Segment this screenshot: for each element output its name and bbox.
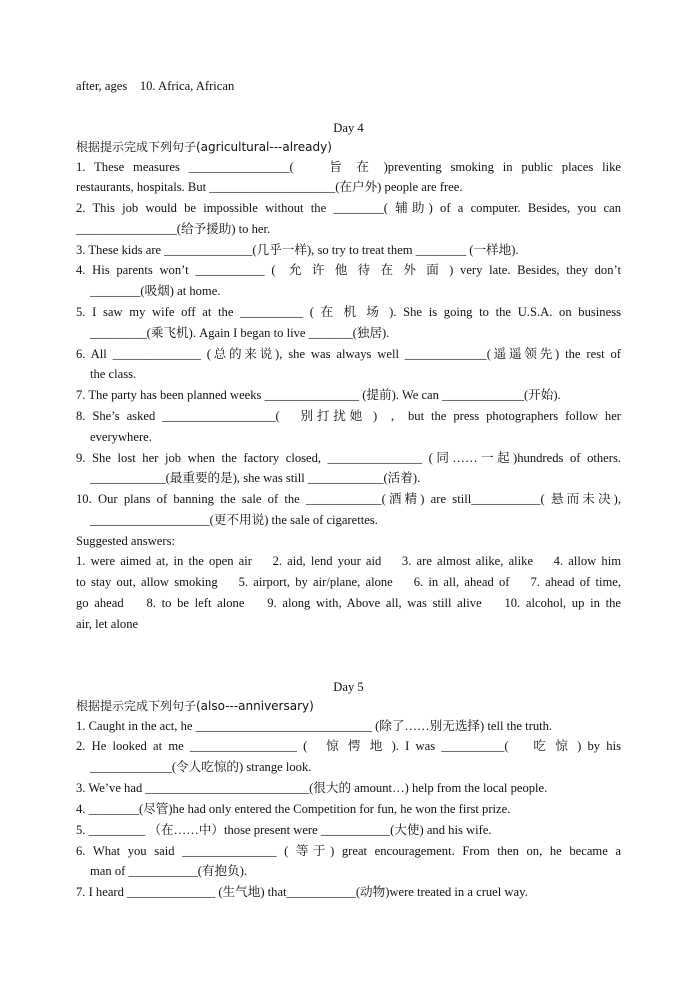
day4-item-3: 3. These kids are ______________(几乎一样), so try to treat them ________ (一样地). (76, 243, 519, 257)
suggested-answers-line-3: go ahead 8. to be left alone 9. along with, Above all, was still alive 10. alcohol, up in the (76, 596, 621, 610)
day4-item-8-line-2: everywhere. (90, 430, 152, 444)
day4-item-2-line-2: ________________(给予援助) to her. (76, 222, 271, 236)
prev-answers-tail: after, ages 10. Africa, African (76, 79, 235, 93)
day4-item-5-line-1: 5. I saw my wife off at the __________ ( 在 机 场 ). She is going to the U.S.A. on business (76, 305, 621, 319)
day4-item-4-line-1: 4. His parents won’t ___________ ( 允 许 他 待 在 外 面 ) very late. Besides, they don’t (76, 263, 621, 277)
day4-item-2-line-1: 2. This job would be impossible without the ________( 辅助) of a computer. Besides, you can (76, 201, 621, 215)
day4-heading: Day 4 (333, 121, 364, 135)
day5-item-6-line-1: 6. What you said _______________ ( 等于) great encouragement. From then on, he became a (76, 844, 621, 858)
suggested-answers-heading: Suggested answers: (76, 534, 175, 548)
day5-item-2-line-2: _____________(令人吃惊的) strange look. (90, 760, 312, 774)
day4-item-10-line-1: 10. Our plans of banning the sale of the ____________(酒精) are still___________( 悬而未决), (76, 492, 621, 506)
day4-item-6-line-2: the class. (90, 367, 137, 381)
day4-item-4-line-2: ________(吸烟) at home. (90, 284, 221, 298)
day4-item-10-line-2: ___________________(更不用说) the sale of cigarettes. (90, 513, 378, 527)
day4-item-9-line-1: 9. She lost her job when the factory closed, _______________ (同……一起)hundreds of others. (76, 451, 621, 465)
day4-instruction: 根据提示完成下列句子(agricultural---already) (76, 140, 332, 154)
day5-item-7: 7. I heard ______________ (生气地) that___________(动物)were treated in a cruel way. (76, 885, 528, 899)
day5-heading: Day 5 (333, 680, 364, 694)
day5-item-4: 4. ________(尽管)he had only entered the Competition for fun, he won the first prize. (76, 802, 511, 816)
day5-item-2-line-1: 2. He looked at me _________________ ( 惊 愕 地 ). I was __________( 吃 惊 ) by his (76, 739, 621, 753)
day5-item-6-line-2: man of ___________(有抱负). (90, 864, 248, 878)
day4-item-8-line-1: 8. She’s asked __________________( 别打扰她 ) , but the press photographers follow her (76, 409, 621, 423)
day4-item-1-line-2: restaurants, hospitals. But ____________________(在户外) people are free. (76, 180, 463, 194)
suggested-answers-line-4: air, let alone (76, 617, 139, 631)
day4-item-6-line-1: 6. All ______________ (总的来说), she was always well _____________(遥遥领先) the rest of (76, 347, 621, 361)
day4-item-1-line-1: 1. These measures ________________( 旨 在 )preventing smoking in public places like (76, 160, 621, 174)
day5-item-3: 3. We’ve had __________________________(很大的 amount…) help from the local people. (76, 781, 548, 795)
day5-item-5: 5. _________ （在……中）those present were ___________(大使) and his wife. (76, 823, 492, 837)
day4-item-7: 7. The party has been planned weeks _______________ (提前). We can _____________(开始). (76, 388, 561, 402)
suggested-answers-line-2: to stay out, allow smoking 5. airport, by air/plane, alone 6. in all, ahead of 7. ahead of time, (76, 575, 621, 589)
day5-instruction: 根据提示完成下列句子(also---anniversary) (76, 699, 314, 713)
day4-item-5-line-2: _________(乘飞机). Again I began to live _______(独居). (90, 326, 390, 340)
day5-item-1: 1. Caught in the act, he ____________________________ (除了……别无选择) tell the truth. (76, 719, 553, 733)
day4-item-9-line-2: ____________(最重要的是), she was still ____________(活着). (90, 471, 421, 485)
suggested-answers-line-1: 1. were aimed at, in the open air 2. aid, lend your aid 3. are almost alike, alike 4. allow him (76, 554, 621, 568)
